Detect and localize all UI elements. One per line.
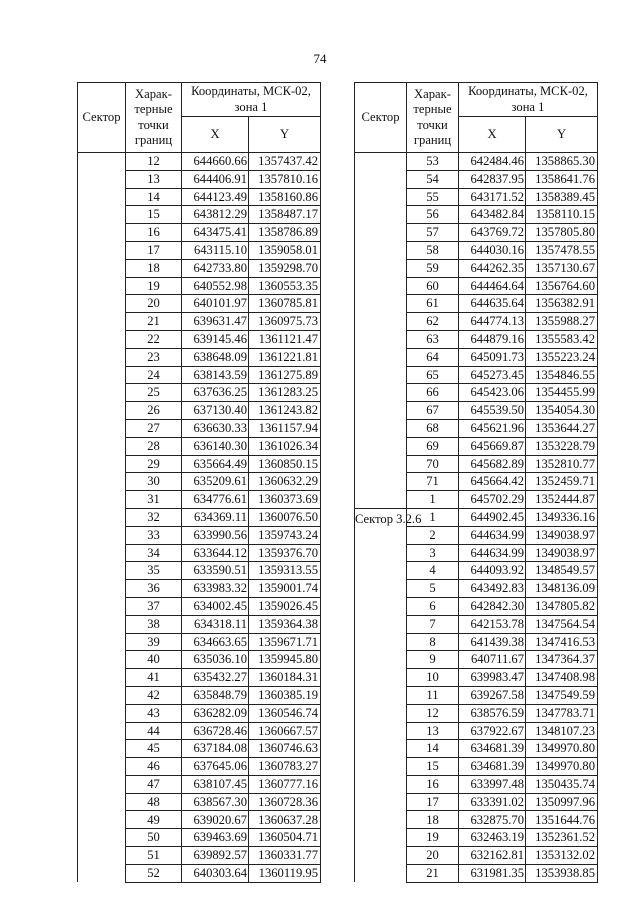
coord-x-cell: 638648.09 xyxy=(182,348,249,366)
coord-x-cell: 644902.45 xyxy=(459,508,526,526)
coord-x-cell: 645539.50 xyxy=(459,402,526,420)
point-number-cell: 64 xyxy=(407,348,459,366)
point-number-cell: 17 xyxy=(407,793,459,811)
point-number-cell: 19 xyxy=(126,277,182,295)
coord-y-cell: 1361121.47 xyxy=(249,330,321,348)
coord-x-cell: 645682.89 xyxy=(459,455,526,473)
coord-y-cell: 1357478.55 xyxy=(526,241,598,259)
coord-y-cell: 1357437.42 xyxy=(249,153,321,171)
point-number-cell: 51 xyxy=(126,847,182,865)
coord-y-cell: 1347805.82 xyxy=(526,597,598,615)
page-number: 74 xyxy=(313,51,327,66)
coord-y-cell: 1360632.29 xyxy=(249,473,321,491)
point-number-cell: 11 xyxy=(407,686,459,704)
coord-x-cell: 645664.42 xyxy=(459,473,526,491)
coord-x-cell: 639463.69 xyxy=(182,829,249,847)
coord-x-cell: 644093.92 xyxy=(459,562,526,580)
coord-y-cell: 1360777.16 xyxy=(249,775,321,793)
point-number-cell: 63 xyxy=(407,330,459,348)
coord-y-cell: 1360076.50 xyxy=(249,508,321,526)
coord-y-cell: 1358786.89 xyxy=(249,224,321,242)
point-number-cell: 65 xyxy=(407,366,459,384)
coord-x-cell: 640552.98 xyxy=(182,277,249,295)
point-number-cell: 41 xyxy=(126,669,182,687)
coord-x-cell: 645702.29 xyxy=(459,491,526,509)
coord-x-cell: 634318.11 xyxy=(182,615,249,633)
point-number-cell: 35 xyxy=(126,562,182,580)
coord-y-cell: 1353132.02 xyxy=(526,847,598,865)
coord-x-cell: 643171.52 xyxy=(459,188,526,206)
header-x: X xyxy=(459,117,526,153)
coord-x-cell: 634681.39 xyxy=(459,740,526,758)
coord-x-cell: 633997.48 xyxy=(459,775,526,793)
coord-x-cell: 634776.61 xyxy=(182,491,249,509)
coord-y-cell: 1360385.19 xyxy=(249,686,321,704)
point-number-cell: 52 xyxy=(126,864,182,882)
coord-x-cell: 638143.59 xyxy=(182,366,249,384)
coord-x-cell: 632875.70 xyxy=(459,811,526,829)
coord-x-cell: 634663.65 xyxy=(182,633,249,651)
point-number-cell: 25 xyxy=(126,384,182,402)
point-number-cell: 57 xyxy=(407,224,459,242)
point-number-cell: 70 xyxy=(407,455,459,473)
coord-y-cell: 1356382.91 xyxy=(526,295,598,313)
coord-x-cell: 639631.47 xyxy=(182,313,249,331)
coord-y-cell: 1353938.85 xyxy=(526,864,598,882)
coord-x-cell: 639020.67 xyxy=(182,811,249,829)
coord-y-cell: 1353228.79 xyxy=(526,437,598,455)
coord-x-cell: 643769.72 xyxy=(459,224,526,242)
point-number-cell: 29 xyxy=(126,455,182,473)
point-number-cell: 50 xyxy=(126,829,182,847)
point-number-cell: 18 xyxy=(126,259,182,277)
table-row xyxy=(355,508,598,526)
coord-y-cell: 1360331.77 xyxy=(249,847,321,865)
coord-y-cell: 1349038.97 xyxy=(526,526,598,544)
coord-x-cell: 639892.57 xyxy=(182,847,249,865)
coord-y-cell: 1347416.53 xyxy=(526,633,598,651)
point-number-cell: 32 xyxy=(126,508,182,526)
coord-y-cell: 1359376.70 xyxy=(249,544,321,562)
point-number-cell: 31 xyxy=(126,491,182,509)
coord-y-cell: 1350435.74 xyxy=(526,775,598,793)
coord-x-cell: 643812.29 xyxy=(182,206,249,224)
table-row xyxy=(355,153,598,171)
coord-x-cell: 642733.80 xyxy=(182,259,249,277)
coord-x-cell: 639145.46 xyxy=(182,330,249,348)
coord-y-cell: 1349336.16 xyxy=(526,508,598,526)
point-number-cell: 67 xyxy=(407,402,459,420)
point-number-cell: 22 xyxy=(126,330,182,348)
coord-y-cell: 1358110.15 xyxy=(526,206,598,224)
point-number-cell: 13 xyxy=(126,170,182,188)
point-number-cell: 18 xyxy=(407,811,459,829)
table-body-right xyxy=(355,153,598,883)
header-points: Харак-терные точки границ xyxy=(126,83,182,153)
coord-y-cell: 1354455.99 xyxy=(526,384,598,402)
point-number-cell: 68 xyxy=(407,419,459,437)
sector-cell xyxy=(78,153,126,883)
coord-x-cell: 642484.46 xyxy=(459,153,526,171)
coord-x-cell: 644634.99 xyxy=(459,544,526,562)
coord-x-cell: 634681.39 xyxy=(459,758,526,776)
point-number-cell: 14 xyxy=(407,740,459,758)
point-number-cell: 42 xyxy=(126,686,182,704)
coord-y-cell: 1360553.35 xyxy=(249,277,321,295)
point-number-cell: 3 xyxy=(407,544,459,562)
coord-y-cell: 1355223.24 xyxy=(526,348,598,366)
coord-y-cell: 1359743.24 xyxy=(249,526,321,544)
coord-y-cell: 1347364.37 xyxy=(526,651,598,669)
point-number-cell: 28 xyxy=(126,437,182,455)
point-number-cell: 55 xyxy=(407,188,459,206)
coord-y-cell: 1360783.27 xyxy=(249,758,321,776)
point-number-cell: 12 xyxy=(126,153,182,171)
coord-x-cell: 637922.67 xyxy=(459,722,526,740)
coord-x-cell: 643115.10 xyxy=(182,241,249,259)
coord-x-cell: 637184.08 xyxy=(182,740,249,758)
point-number-cell: 60 xyxy=(407,277,459,295)
coord-y-cell: 1350997.96 xyxy=(526,793,598,811)
coord-x-cell: 640711.67 xyxy=(459,651,526,669)
coord-x-cell: 644123.49 xyxy=(182,188,249,206)
coord-x-cell: 644635.64 xyxy=(459,295,526,313)
coord-y-cell: 1357805.80 xyxy=(526,224,598,242)
coordinates-table-right xyxy=(354,82,598,883)
coordinates-table-left xyxy=(77,82,321,883)
point-number-cell: 7 xyxy=(407,615,459,633)
table-body-left xyxy=(78,153,321,883)
coord-x-cell: 645621.96 xyxy=(459,419,526,437)
coord-x-cell: 638576.59 xyxy=(459,704,526,722)
point-number-cell: 48 xyxy=(126,793,182,811)
coord-x-cell: 634369.11 xyxy=(182,508,249,526)
coord-x-cell: 640101.97 xyxy=(182,295,249,313)
point-number-cell: 27 xyxy=(126,419,182,437)
coord-x-cell: 642842.30 xyxy=(459,597,526,615)
coord-y-cell: 1355988.27 xyxy=(526,313,598,331)
coord-y-cell: 1352361.52 xyxy=(526,829,598,847)
coord-y-cell: 1359058.01 xyxy=(249,241,321,259)
coord-y-cell: 1357810.16 xyxy=(249,170,321,188)
coord-y-cell: 1354054.30 xyxy=(526,402,598,420)
coord-x-cell: 644030.16 xyxy=(459,241,526,259)
coord-y-cell: 1359298.70 xyxy=(249,259,321,277)
coord-y-cell: 1347783.71 xyxy=(526,704,598,722)
coord-y-cell: 1347549.59 xyxy=(526,686,598,704)
point-number-cell: 40 xyxy=(126,651,182,669)
point-number-cell: 47 xyxy=(126,775,182,793)
coord-y-cell: 1349038.97 xyxy=(526,544,598,562)
coord-x-cell: 641439.38 xyxy=(459,633,526,651)
point-number-cell: 21 xyxy=(126,313,182,331)
point-number-cell: 49 xyxy=(126,811,182,829)
point-number-cell: 58 xyxy=(407,241,459,259)
coord-y-cell: 1359001.74 xyxy=(249,580,321,598)
coord-x-cell: 635848.79 xyxy=(182,686,249,704)
coord-x-cell: 643475.41 xyxy=(182,224,249,242)
sector-cell: Сектор 3.2.6 xyxy=(355,508,407,882)
coord-x-cell: 633590.51 xyxy=(182,562,249,580)
coord-x-cell: 645091.73 xyxy=(459,348,526,366)
coord-y-cell: 1361275.89 xyxy=(249,366,321,384)
coord-y-cell: 1360184.31 xyxy=(249,669,321,687)
coord-x-cell: 632162.81 xyxy=(459,847,526,865)
coord-x-cell: 645669.87 xyxy=(459,437,526,455)
coord-x-cell: 636140.30 xyxy=(182,437,249,455)
coord-y-cell: 1352459.71 xyxy=(526,473,598,491)
coord-x-cell: 633983.32 xyxy=(182,580,249,598)
coord-x-cell: 643492.83 xyxy=(459,580,526,598)
coord-x-cell: 633391.02 xyxy=(459,793,526,811)
coord-y-cell: 1356764.60 xyxy=(526,277,598,295)
coord-y-cell: 1360546.74 xyxy=(249,704,321,722)
coord-y-cell: 1360785.81 xyxy=(249,295,321,313)
coord-x-cell: 636728.46 xyxy=(182,722,249,740)
table-row xyxy=(78,153,321,171)
coord-x-cell: 644464.64 xyxy=(459,277,526,295)
coord-y-cell: 1349970.80 xyxy=(526,740,598,758)
coord-x-cell: 644774.13 xyxy=(459,313,526,331)
point-number-cell: 71 xyxy=(407,473,459,491)
point-number-cell: 30 xyxy=(126,473,182,491)
point-number-cell: 1 xyxy=(407,508,459,526)
coord-y-cell: 1360667.57 xyxy=(249,722,321,740)
point-number-cell: 59 xyxy=(407,259,459,277)
header-x: X xyxy=(182,117,249,153)
header-sector: Сектор xyxy=(78,83,126,153)
sector-cell xyxy=(355,153,407,509)
coord-y-cell: 1359026.45 xyxy=(249,597,321,615)
coord-x-cell: 643482.84 xyxy=(459,206,526,224)
point-number-cell: 36 xyxy=(126,580,182,598)
point-number-cell: 46 xyxy=(126,758,182,776)
coord-x-cell: 635036.10 xyxy=(182,651,249,669)
point-number-cell: 1 xyxy=(407,491,459,509)
coord-y-cell: 1354846.55 xyxy=(526,366,598,384)
coord-x-cell: 633644.12 xyxy=(182,544,249,562)
point-number-cell: 16 xyxy=(126,224,182,242)
coord-y-cell: 1361283.25 xyxy=(249,384,321,402)
coord-y-cell: 1352810.77 xyxy=(526,455,598,473)
coord-y-cell: 1348136.09 xyxy=(526,580,598,598)
coord-x-cell: 645423.06 xyxy=(459,384,526,402)
coord-y-cell: 1358160.86 xyxy=(249,188,321,206)
coord-y-cell: 1358487.17 xyxy=(249,206,321,224)
point-number-cell: 38 xyxy=(126,615,182,633)
point-number-cell: 45 xyxy=(126,740,182,758)
point-number-cell: 37 xyxy=(126,597,182,615)
coord-x-cell: 638567.30 xyxy=(182,793,249,811)
point-number-cell: 34 xyxy=(126,544,182,562)
coord-y-cell: 1360975.73 xyxy=(249,313,321,331)
coord-y-cell: 1360373.69 xyxy=(249,491,321,509)
coord-y-cell: 1349970.80 xyxy=(526,758,598,776)
coord-y-cell: 1360504.71 xyxy=(249,829,321,847)
coord-x-cell: 644262.35 xyxy=(459,259,526,277)
coord-x-cell: 639267.58 xyxy=(459,686,526,704)
point-number-cell: 14 xyxy=(126,188,182,206)
point-number-cell: 4 xyxy=(407,562,459,580)
point-number-cell: 23 xyxy=(126,348,182,366)
coord-y-cell: 1359364.38 xyxy=(249,615,321,633)
point-number-cell: 5 xyxy=(407,580,459,598)
point-number-cell: 66 xyxy=(407,384,459,402)
coord-x-cell: 644406.91 xyxy=(182,170,249,188)
point-number-cell: 15 xyxy=(126,206,182,224)
coord-y-cell: 1348549.57 xyxy=(526,562,598,580)
point-number-cell: 24 xyxy=(126,366,182,384)
header-coordinates: Координаты, МСК-02, зона 1 xyxy=(182,83,321,117)
coord-y-cell: 1358389.45 xyxy=(526,188,598,206)
point-number-cell: 69 xyxy=(407,437,459,455)
coord-y-cell: 1348107.23 xyxy=(526,722,598,740)
point-number-cell: 54 xyxy=(407,170,459,188)
coord-y-cell: 1358641.76 xyxy=(526,170,598,188)
coord-y-cell: 1352444.87 xyxy=(526,491,598,509)
coord-x-cell: 640303.64 xyxy=(182,864,249,882)
coord-x-cell: 644879.16 xyxy=(459,330,526,348)
coord-y-cell: 1360850.15 xyxy=(249,455,321,473)
coord-x-cell: 638107.45 xyxy=(182,775,249,793)
point-number-cell: 16 xyxy=(407,775,459,793)
coord-x-cell: 636282.09 xyxy=(182,704,249,722)
coord-x-cell: 633990.56 xyxy=(182,526,249,544)
coord-y-cell: 1357130.67 xyxy=(526,259,598,277)
point-number-cell: 61 xyxy=(407,295,459,313)
header-sector: Сектор xyxy=(355,83,407,153)
coord-x-cell: 637636.25 xyxy=(182,384,249,402)
coord-x-cell: 635209.61 xyxy=(182,473,249,491)
point-number-cell: 10 xyxy=(407,669,459,687)
coord-y-cell: 1359313.55 xyxy=(249,562,321,580)
coord-y-cell: 1361221.81 xyxy=(249,348,321,366)
point-number-cell: 62 xyxy=(407,313,459,331)
coord-y-cell: 1360746.63 xyxy=(249,740,321,758)
coord-x-cell: 642837.95 xyxy=(459,170,526,188)
coord-y-cell: 1347408.98 xyxy=(526,669,598,687)
point-number-cell: 33 xyxy=(126,526,182,544)
point-number-cell: 20 xyxy=(407,847,459,865)
coord-y-cell: 1360728.36 xyxy=(249,793,321,811)
coord-x-cell: 634002.45 xyxy=(182,597,249,615)
coord-x-cell: 637130.40 xyxy=(182,402,249,420)
coord-x-cell: 632463.19 xyxy=(459,829,526,847)
coord-y-cell: 1360637.28 xyxy=(249,811,321,829)
point-number-cell: 19 xyxy=(407,829,459,847)
coord-x-cell: 635664.49 xyxy=(182,455,249,473)
point-number-cell: 15 xyxy=(407,758,459,776)
coord-y-cell: 1353644.27 xyxy=(526,419,598,437)
coord-x-cell: 631981.35 xyxy=(459,864,526,882)
coord-y-cell: 1358865.30 xyxy=(526,153,598,171)
coord-y-cell: 1359945.80 xyxy=(249,651,321,669)
point-number-cell: 20 xyxy=(126,295,182,313)
coord-x-cell: 644660.66 xyxy=(182,153,249,171)
point-number-cell: 53 xyxy=(407,153,459,171)
coord-y-cell: 1361026.34 xyxy=(249,437,321,455)
header-y: Y xyxy=(526,117,598,153)
coord-x-cell: 644634.99 xyxy=(459,526,526,544)
coord-y-cell: 1351644.76 xyxy=(526,811,598,829)
header-points: Харак-терные точки границ xyxy=(407,83,459,153)
point-number-cell: 17 xyxy=(126,241,182,259)
coord-y-cell: 1359671.71 xyxy=(249,633,321,651)
point-number-cell: 12 xyxy=(407,704,459,722)
point-number-cell: 6 xyxy=(407,597,459,615)
coord-x-cell: 635432.27 xyxy=(182,669,249,687)
coord-y-cell: 1355583.42 xyxy=(526,330,598,348)
point-number-cell: 21 xyxy=(407,864,459,882)
coord-y-cell: 1347564.54 xyxy=(526,615,598,633)
point-number-cell: 43 xyxy=(126,704,182,722)
coord-x-cell: 637645.06 xyxy=(182,758,249,776)
coord-x-cell: 636630.33 xyxy=(182,419,249,437)
point-number-cell: 56 xyxy=(407,206,459,224)
point-number-cell: 39 xyxy=(126,633,182,651)
point-number-cell: 13 xyxy=(407,722,459,740)
coord-y-cell: 1360119.95 xyxy=(249,864,321,882)
point-number-cell: 9 xyxy=(407,651,459,669)
point-number-cell: 8 xyxy=(407,633,459,651)
coord-y-cell: 1361157.94 xyxy=(249,419,321,437)
coord-y-cell: 1361243.82 xyxy=(249,402,321,420)
point-number-cell: 26 xyxy=(126,402,182,420)
header-coordinates: Координаты, МСК-02, зона 1 xyxy=(459,83,598,117)
point-number-cell: 44 xyxy=(126,722,182,740)
point-number-cell: 2 xyxy=(407,526,459,544)
header-y: Y xyxy=(249,117,321,153)
coord-x-cell: 639983.47 xyxy=(459,669,526,687)
coord-x-cell: 645273.45 xyxy=(459,366,526,384)
coord-x-cell: 642153.78 xyxy=(459,615,526,633)
